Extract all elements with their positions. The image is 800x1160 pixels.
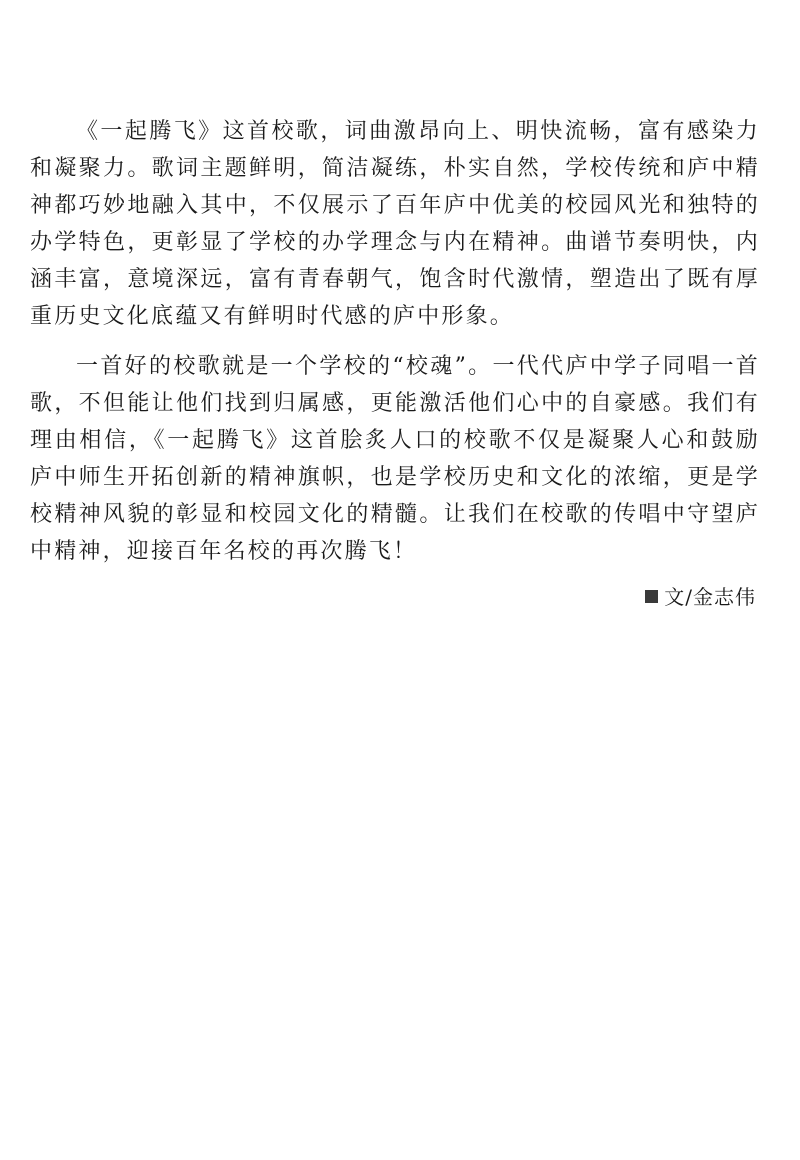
author-byline — [30, 582, 760, 612]
article-body — [30, 113, 760, 612]
square-bullet-icon — [645, 590, 658, 603]
paragraph-2: 一首好的校歌就是一个学校的“校魂”。一代代庐中学子同唱一首歌，不但能让他们找到归属感，更能激活他们心中的自豪感。我们有理由相信，《一起腾飞》这首脍炙人口的校歌不仅是凝聚人心和鼓励庐中师生开拓创新的精神旗帜，也是学校历史和文化的浓缩，更是学校精神风貌的彰显和校园文化的精髓。让我们在校歌的传唱中守望庐中精神，迎接百年名校的再次腾飞！ — [30, 354, 760, 564]
author-text: 文/金志伟 — [664, 585, 756, 609]
paragraph-1: 《一起腾飞》这首校歌，词曲激昂向上、明快流畅，富有感染力和凝聚力。歌词主题鲜明，简洁凝练，朴实自然，学校传统和庐中精神都巧妙地融入其中，不仅展示了百年庐中优美的校园风光和独特的办学特色，更彰显了学校的办学理念与内在精神。曲谱节奏明快，内涵丰富，意境深远，富有青春朝气，饱含时代激情，塑造出了既有厚重历史文化底蕴又有鲜明时代感的庐中形象。 — [30, 119, 760, 329]
